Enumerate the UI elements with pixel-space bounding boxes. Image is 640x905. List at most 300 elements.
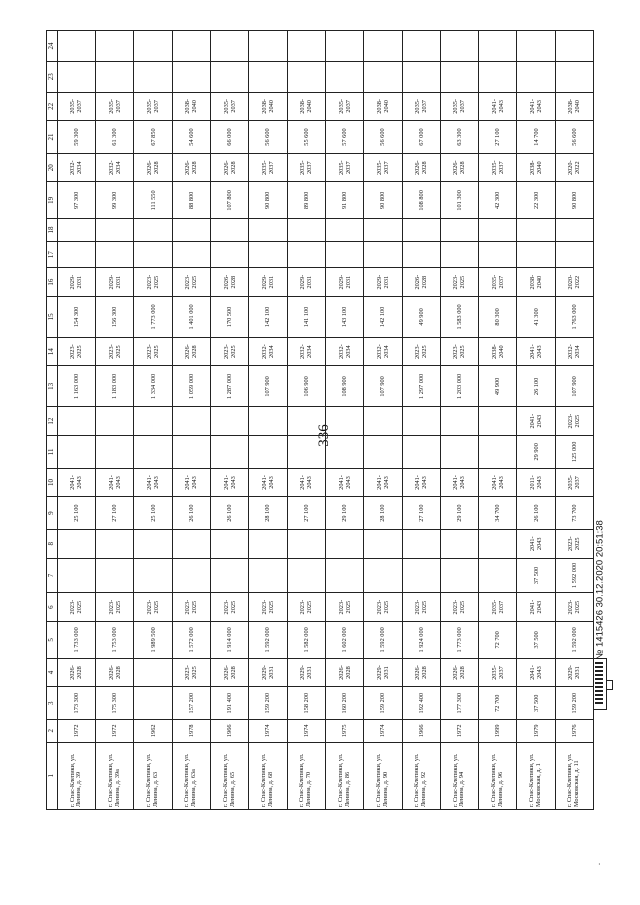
scan-artifact	[592, 8, 622, 18]
table-cell	[134, 529, 172, 558]
table-row	[249, 31, 287, 810]
table-cell: 1 583 000	[440, 296, 478, 337]
table-cell: 2023-2025	[287, 593, 325, 622]
table-cell: 2038-2040	[287, 92, 325, 121]
table-cell: 1 773 000	[134, 296, 172, 337]
column-header: 18	[47, 219, 58, 241]
table-cell	[440, 529, 478, 558]
table-cell: 25 100	[134, 497, 172, 530]
table-cell	[96, 219, 134, 241]
table-cell: 2035-2037	[364, 153, 402, 182]
table-cell	[440, 219, 478, 241]
table-cell: 107 900	[249, 366, 287, 407]
address-cell: г. Спас-Клепики, ул. Ленина, д. 63	[134, 742, 172, 809]
table-cell	[57, 61, 95, 92]
table-cell	[325, 529, 363, 558]
table-cell	[479, 61, 517, 92]
table-cell	[402, 31, 440, 62]
column-header: 20	[47, 153, 58, 182]
stamp-barcode	[595, 662, 603, 704]
column-header: 12	[47, 407, 58, 436]
table-cell	[172, 241, 210, 268]
table-cell: 1 592 000	[249, 621, 287, 658]
table-cell: 27 100	[479, 121, 517, 154]
repair-schedule-table	[46, 30, 594, 810]
table-cell: 106 900	[287, 366, 325, 407]
table-cell	[287, 31, 325, 62]
table-cell: 159 200	[555, 687, 593, 720]
table-cell: 159 200	[249, 687, 287, 720]
table-cell: 1 592 000	[555, 621, 593, 658]
table-cell: 1 582 000	[287, 621, 325, 658]
table-cell: 2023-2025	[249, 593, 287, 622]
table-cell: 2041-2043	[211, 468, 249, 497]
page-number-text: 336	[315, 423, 332, 447]
table-cell: 2029-2031	[249, 268, 287, 297]
table-cell: 1975	[325, 720, 363, 742]
registration-stamp-icon	[590, 652, 612, 714]
table-cell: 2029-2031	[364, 268, 402, 297]
table-cell: 2035-2037	[211, 92, 249, 121]
table-cell: 91 800	[325, 182, 363, 219]
table-cell: 2026-2028	[402, 268, 440, 297]
table-row	[57, 31, 95, 810]
table-cell	[325, 61, 363, 92]
table-cell	[57, 435, 95, 468]
table-cell: 1 287 000	[211, 366, 249, 407]
table-cell: 2041-2043	[172, 468, 210, 497]
table-cell	[172, 31, 210, 62]
table-cell	[555, 31, 593, 62]
table-cell: 57 600	[325, 121, 363, 154]
table-row	[287, 31, 325, 810]
table-cell	[172, 435, 210, 468]
table-cell: 89 800	[287, 182, 325, 219]
table-cell: 29 100	[325, 497, 363, 530]
table-cell	[364, 31, 402, 62]
table-cell: 2020-2022	[555, 153, 593, 182]
table-cell: 2023-2025	[555, 593, 593, 622]
table-cell: 1 334 000	[134, 366, 172, 407]
address-cell: г. Спас-Клепики, ул. Ленина, д. 96	[479, 742, 517, 809]
table-cell: 2026-2028	[325, 658, 363, 687]
table-cell: 1 914 000	[211, 621, 249, 658]
table-cell: 2035-2037	[134, 92, 172, 121]
table-cell: 2023-2025	[134, 337, 172, 366]
table-cell	[364, 558, 402, 593]
stamp-tab	[606, 680, 613, 690]
table-cell: 2041-2043	[517, 407, 555, 436]
table-cell	[57, 31, 95, 62]
table-cell: 156 300	[96, 296, 134, 337]
table-cell	[96, 558, 134, 593]
table-cell: 192 400	[402, 687, 440, 720]
table-cell	[325, 407, 363, 436]
table-cell: 2041-2043	[325, 468, 363, 497]
table-cell: 175 300	[96, 687, 134, 720]
table-cell: 2029-2031	[325, 268, 363, 297]
table-cell: 111 550	[134, 182, 172, 219]
table-cell	[57, 558, 95, 593]
table-cell: 49 900	[479, 366, 517, 407]
table-cell: 2038-2040	[555, 92, 593, 121]
table-row	[211, 31, 249, 810]
table-cell	[440, 558, 478, 593]
table-cell	[364, 61, 402, 92]
table-cell	[402, 558, 440, 593]
table-cell	[517, 61, 555, 92]
table-cell: 2029-2031	[364, 658, 402, 687]
address-cell: г. Спас-Клепики, ул. Ленина, д. 86	[325, 742, 363, 809]
table-cell: 97 300	[57, 182, 95, 219]
table-cell	[479, 31, 517, 62]
table-cell: 1999	[479, 720, 517, 742]
table-cell: 2023-2025	[364, 593, 402, 622]
table-cell: 2035-2037	[479, 658, 517, 687]
table-cell: 99 300	[96, 182, 134, 219]
table-cell	[134, 435, 172, 468]
table-cell: 2041-2043	[517, 337, 555, 366]
table-cell: 107 800	[211, 182, 249, 219]
table-row	[172, 31, 210, 810]
address-cell: г. Спас-Клепики, ул. Ленина, д. 94	[440, 742, 478, 809]
table-cell: 1966	[402, 720, 440, 742]
table-cell: 2029-2031	[287, 268, 325, 297]
table-cell: 2038-2040	[517, 268, 555, 297]
table-row	[325, 31, 363, 810]
table-cell	[57, 407, 95, 436]
table-cell: 2041-2043	[479, 92, 517, 121]
table-cell	[325, 219, 363, 241]
table-cell	[440, 31, 478, 62]
table-cell: 1 592 000	[364, 621, 402, 658]
table-cell: 1 753 000	[96, 621, 134, 658]
column-header: 22	[47, 92, 58, 121]
column-header: 23	[47, 61, 58, 92]
table-cell	[134, 407, 172, 436]
table-cell: 2023-2025	[134, 268, 172, 297]
table-cell: 26 100	[517, 497, 555, 530]
table-cell	[172, 61, 210, 92]
margin-mark: ·	[598, 860, 601, 869]
table-cell: 2020-2022	[555, 268, 593, 297]
table-cell: 2026-2028	[211, 268, 249, 297]
table-cell: 2026-2028	[402, 153, 440, 182]
table-cell: 90 800	[555, 182, 593, 219]
table-cell: 2035-2037	[479, 268, 517, 297]
table-cell: 27 100	[287, 497, 325, 530]
column-header: 4	[47, 658, 58, 687]
table-cell: 26 100	[517, 366, 555, 407]
column-header: 3	[47, 687, 58, 720]
table-cell: 2032-2034	[249, 337, 287, 366]
table-cell: 2032-2034	[325, 337, 363, 366]
table-cell	[287, 61, 325, 92]
table-row	[555, 31, 593, 810]
table-cell: 67 850	[134, 121, 172, 154]
table-cell: 1 183 000	[96, 366, 134, 407]
table-cell: 2041-2043	[96, 468, 134, 497]
column-header: 14	[47, 337, 58, 366]
rotated-table-container	[46, 30, 594, 810]
header-row	[47, 31, 58, 810]
table-cell: 2032-2034	[96, 153, 134, 182]
table-cell: 2041-2043	[287, 468, 325, 497]
table-cell: 56 600	[555, 121, 593, 154]
address-cell: г. Спас-Клепики, ул. Ленина, д. 65	[211, 742, 249, 809]
table-cell: 1 924 000	[402, 621, 440, 658]
table-cell	[325, 558, 363, 593]
table-cell: 101 300	[440, 182, 478, 219]
table-cell: 177 300	[440, 687, 478, 720]
table-cell	[287, 407, 325, 436]
table-cell	[402, 61, 440, 92]
table-cell	[325, 31, 363, 62]
column-header: 8	[47, 529, 58, 558]
table-cell: 2038-2040	[172, 92, 210, 121]
table-cell: 2023-2025	[440, 337, 478, 366]
table-body	[57, 31, 593, 810]
table-cell: 2026-2028	[211, 153, 249, 182]
table-cell: 26 100	[172, 497, 210, 530]
table-cell: 56 600	[249, 121, 287, 154]
table-cell: 2041-2043	[517, 92, 555, 121]
table-cell: 2023-2025	[96, 593, 134, 622]
table-cell	[479, 529, 517, 558]
table-cell: 160 200	[325, 687, 363, 720]
table-cell: 2041-2043	[249, 468, 287, 497]
table-cell: 2035-2037	[555, 468, 593, 497]
table-cell: 2041-2043	[57, 468, 95, 497]
table-cell	[96, 407, 134, 436]
table-cell	[211, 219, 249, 241]
table-cell	[325, 241, 363, 268]
table-cell	[555, 61, 593, 92]
table-cell: 1972	[57, 720, 95, 742]
table-cell: 1972	[96, 720, 134, 742]
table-cell: 56 600	[364, 121, 402, 154]
table-cell: 72 700	[479, 687, 517, 720]
table-cell	[364, 529, 402, 558]
table-cell: 1 592 000	[555, 558, 593, 593]
table-cell: 2026-2028	[440, 153, 478, 182]
table-cell: 2026-2028	[211, 658, 249, 687]
table-cell: 2035-2037	[57, 92, 95, 121]
table-cell: 2041-2043	[517, 529, 555, 558]
table-cell: 1974	[287, 720, 325, 742]
table-cell: 2026-2028	[134, 153, 172, 182]
table-cell: 2023-2025	[555, 529, 593, 558]
table-cell: 107 900	[364, 366, 402, 407]
table-cell: 2026-2028	[172, 153, 210, 182]
table-cell	[402, 241, 440, 268]
table-cell	[249, 558, 287, 593]
table-cell: 41 300	[517, 296, 555, 337]
table-cell	[134, 219, 172, 241]
table-cell: 2023-2025	[440, 593, 478, 622]
table-cell: 2038-2040	[249, 92, 287, 121]
table-cell: 2023-2025	[440, 268, 478, 297]
table-cell	[479, 241, 517, 268]
table-cell: 2023-2025	[96, 337, 134, 366]
table-cell: 27 100	[96, 497, 134, 530]
column-header: 5	[47, 621, 58, 658]
table-cell	[172, 529, 210, 558]
table-cell: 22 300	[517, 182, 555, 219]
table-cell: 29 100	[440, 497, 478, 530]
table-cell: 125 000	[555, 435, 593, 468]
table-cell: 2032-2034	[57, 153, 95, 182]
table-cell	[172, 558, 210, 593]
table-cell: 2035-2037	[249, 153, 287, 182]
table-cell: 2023-2025	[325, 593, 363, 622]
table-cell: 49 900	[402, 296, 440, 337]
table-cell	[249, 31, 287, 62]
column-header: 21	[47, 121, 58, 154]
table-cell: 154 300	[57, 296, 95, 337]
table-cell: 2035-2037	[479, 153, 517, 182]
table-cell	[555, 241, 593, 268]
table-cell	[364, 219, 402, 241]
table-cell: 108 900	[325, 366, 363, 407]
table-cell	[96, 31, 134, 62]
table-cell: 90 800	[364, 182, 402, 219]
table-cell: 2035-2037	[287, 153, 325, 182]
table-cell: 1 297 000	[402, 366, 440, 407]
table-cell: 2035-2037	[402, 92, 440, 121]
table-cell: 1 163 000	[57, 366, 95, 407]
table-cell	[134, 241, 172, 268]
table-cell	[364, 435, 402, 468]
address-cell: г. Спас-Клепики, ул. Ленина, д. 90	[364, 742, 402, 809]
table-cell: 2029-2031	[96, 268, 134, 297]
table-cell: 2029-2031	[249, 658, 287, 687]
table-cell	[479, 219, 517, 241]
table-cell: 142 100	[364, 296, 402, 337]
footer-text: № 1415426 30.12.2020 20:51:38	[594, 520, 606, 660]
table-cell: 34 700	[479, 497, 517, 530]
column-header: 6	[47, 593, 58, 622]
table-cell: 1 989 500	[134, 621, 172, 658]
table-cell	[211, 529, 249, 558]
table-cell: 59 300	[57, 121, 95, 154]
table-cell	[96, 529, 134, 558]
table-cell	[211, 435, 249, 468]
table-cell	[517, 31, 555, 62]
table-cell: 2026-2028	[57, 658, 95, 687]
table-cell	[249, 61, 287, 92]
table-cell: 2041-2043	[134, 468, 172, 497]
table-cell: 2032-2034	[287, 337, 325, 366]
table-cell	[287, 558, 325, 593]
table-cell	[517, 219, 555, 241]
table-cell: 63 300	[440, 121, 478, 154]
column-header: 1	[47, 742, 58, 809]
table-cell	[57, 241, 95, 268]
table-cell: 2041-2043	[440, 468, 478, 497]
table-cell	[249, 529, 287, 558]
table-cell	[249, 435, 287, 468]
table-cell: 2023-2025	[555, 407, 593, 436]
table-cell	[325, 435, 363, 468]
table-cell	[402, 435, 440, 468]
table-cell: 2041-2043	[402, 468, 440, 497]
table-cell: 55 600	[287, 121, 325, 154]
table-cell: 2011-2043	[517, 468, 555, 497]
address-cell: г. Спас-Клепики, ул. Ленина, д. 39	[57, 742, 95, 809]
table-cell: 28 100	[249, 497, 287, 530]
table-cell: 2029-2031	[57, 268, 95, 297]
table-cell	[57, 529, 95, 558]
table-row	[134, 31, 172, 810]
table-cell: 2032-2034	[364, 337, 402, 366]
table-cell: 170 500	[211, 296, 249, 337]
table-cell: 90 800	[249, 182, 287, 219]
table-cell: 54 600	[172, 121, 210, 154]
table-cell	[479, 435, 517, 468]
table-cell: 1976	[555, 720, 593, 742]
address-cell: г. Спас-Клепики, ул. Московская, д. 1	[517, 742, 555, 809]
document-footer	[592, 520, 608, 660]
table-cell: 1974	[364, 720, 402, 742]
table-cell: 2026-2028	[172, 337, 210, 366]
table-cell: 108 800	[402, 182, 440, 219]
table-cell: 2035-2037	[96, 92, 134, 121]
table-cell: 28 100	[364, 497, 402, 530]
table-cell: 2023-2025	[402, 593, 440, 622]
address-cell: г. Спас-Клепики, ул. Ленина, д. 70	[287, 742, 325, 809]
column-header: 9	[47, 497, 58, 530]
table-cell: 37 500	[517, 687, 555, 720]
column-header: 16	[47, 268, 58, 297]
table-cell: 2023-2025	[134, 593, 172, 622]
table-cell: 29 900	[517, 435, 555, 468]
table-cell	[364, 407, 402, 436]
table-cell	[96, 61, 134, 92]
column-header: 15	[47, 296, 58, 337]
table-cell: 2038-2040	[479, 337, 517, 366]
table-cell: 2035-2037	[440, 92, 478, 121]
table-cell: 2041-2043	[517, 593, 555, 622]
table-cell	[134, 31, 172, 62]
table-cell	[211, 558, 249, 593]
table-cell: 37 500	[517, 621, 555, 658]
table-cell	[440, 241, 478, 268]
column-header: 13	[47, 366, 58, 407]
table-cell: 1 059 000	[172, 366, 210, 407]
table-cell	[249, 241, 287, 268]
table-cell: 2035-2037	[479, 593, 517, 622]
table-cell	[134, 558, 172, 593]
column-header: 19	[47, 182, 58, 219]
column-header: 17	[47, 241, 58, 268]
table-cell: 2023-2025	[172, 593, 210, 622]
table-cell: 2023-2025	[57, 337, 95, 366]
table-cell: 142 100	[249, 296, 287, 337]
table-cell: 37 500	[517, 558, 555, 593]
table-cell	[96, 435, 134, 468]
table-cell	[172, 407, 210, 436]
table-cell	[287, 435, 325, 468]
table-cell	[249, 219, 287, 241]
table-cell: 157 200	[172, 687, 210, 720]
table-row	[364, 31, 402, 810]
table-cell: 2035-2037	[325, 153, 363, 182]
table-cell	[287, 529, 325, 558]
address-cell: г. Спас-Клепики, ул. Ленина, д. 92	[402, 742, 440, 809]
table-cell: 1978	[172, 720, 210, 742]
table-cell	[440, 407, 478, 436]
